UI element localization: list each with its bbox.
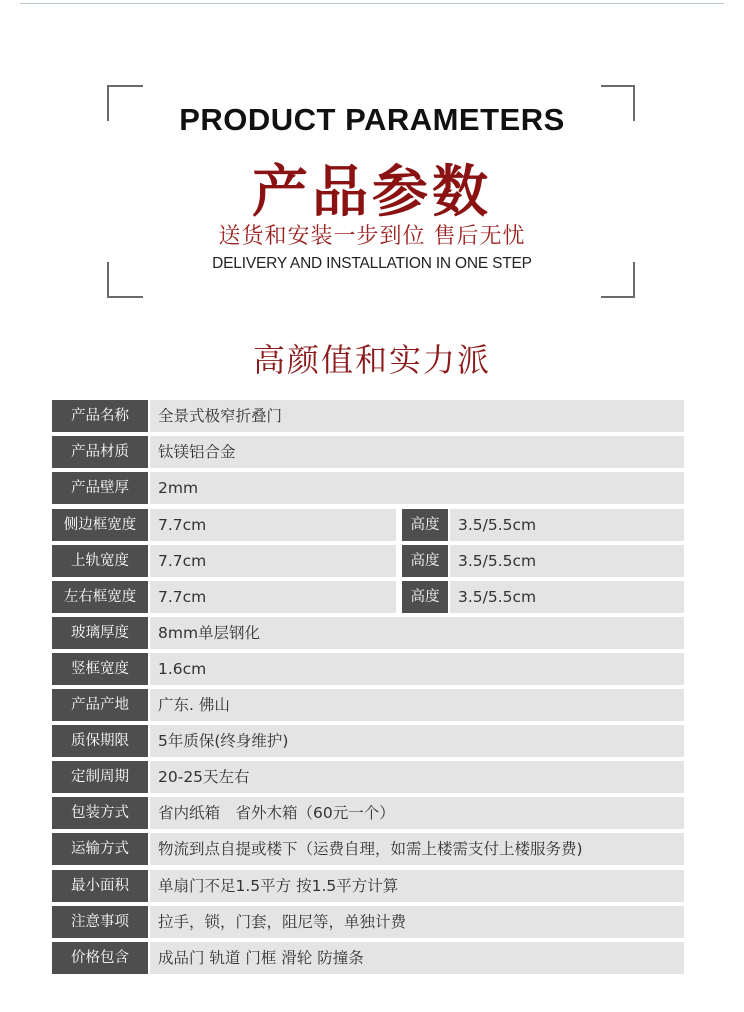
param-row — [52, 400, 684, 432]
section-heading: 高颜值和实力派 — [252, 341, 491, 379]
param-row — [52, 436, 684, 468]
param-row — [52, 725, 684, 757]
param-row — [52, 545, 684, 577]
param-value: 成品门 轨道 门框 滑轮 防撞条 — [150, 942, 684, 974]
param-value: 全景式极窄折叠门 — [150, 400, 684, 432]
param-label: 产品材质 — [52, 436, 148, 468]
english-subtitle: DELIVERY AND INSTALLATION IN ONE STEP — [212, 255, 532, 272]
param-value: 钛镁铝合金 — [150, 436, 684, 468]
param-sublabel: 高度 — [402, 509, 448, 541]
param-label: 产品名称 — [52, 400, 148, 432]
english-title: PRODUCT PARAMETERS — [179, 102, 565, 137]
param-subvalue: 3.5/5.5cm — [450, 581, 684, 613]
param-label: 定制周期 — [52, 761, 148, 793]
param-row — [52, 870, 684, 902]
param-subvalue: 3.5/5.5cm — [450, 545, 684, 577]
param-value: 7.7cm — [150, 581, 396, 613]
param-row — [52, 689, 684, 721]
param-row — [52, 761, 684, 793]
param-value: 省内纸箱 省外木箱（60元一个） — [150, 797, 684, 829]
param-value: 1.6cm — [150, 653, 684, 685]
param-value: 7.7cm — [150, 545, 396, 577]
param-label: 产品壁厚 — [52, 472, 148, 504]
param-row — [52, 617, 684, 649]
chinese-title: 产品参数 — [252, 160, 492, 225]
param-row — [52, 942, 684, 974]
param-value: 7.7cm — [150, 509, 396, 541]
param-label: 价格包含 — [52, 942, 148, 974]
param-row — [52, 472, 684, 504]
param-label: 竖框宽度 — [52, 653, 148, 685]
top-divider — [20, 3, 724, 4]
param-value: 拉手，锁，门套，阻尼等，单独计费 — [150, 906, 684, 938]
param-value: 2mm — [150, 472, 684, 504]
param-value: 广东. 佛山 — [150, 689, 684, 721]
param-row — [52, 581, 684, 613]
param-value: 物流到点自提或楼下（运费自理，如需上楼需支付上楼服务费) — [150, 833, 684, 865]
param-value: 5年质保(终身维护) — [150, 725, 684, 757]
param-label: 产品产地 — [52, 689, 148, 721]
param-label: 玻璃厚度 — [52, 617, 148, 649]
param-value: 单扇门不足1.5平方 按1.5平方计算 — [150, 870, 684, 902]
param-row — [52, 797, 684, 829]
param-row — [52, 509, 684, 541]
param-label: 最小面积 — [52, 870, 148, 902]
param-sublabel: 高度 — [402, 545, 448, 577]
param-label: 质保期限 — [52, 725, 148, 757]
param-label: 侧边框宽度 — [52, 509, 148, 541]
param-label: 左右框宽度 — [52, 581, 148, 613]
param-subvalue: 3.5/5.5cm — [450, 509, 684, 541]
param-sublabel: 高度 — [402, 581, 448, 613]
param-label: 注意事项 — [52, 906, 148, 938]
param-value: 20-25天左右 — [150, 761, 684, 793]
param-label: 包装方式 — [52, 797, 148, 829]
param-value: 8mm单层钢化 — [150, 617, 684, 649]
param-row — [52, 653, 684, 685]
param-label: 上轨宽度 — [52, 545, 148, 577]
chinese-subtitle: 送货和安装一步到位 售后无忧 — [218, 224, 526, 249]
param-label: 运输方式 — [52, 833, 148, 865]
param-row — [52, 833, 684, 865]
param-row — [52, 906, 684, 938]
